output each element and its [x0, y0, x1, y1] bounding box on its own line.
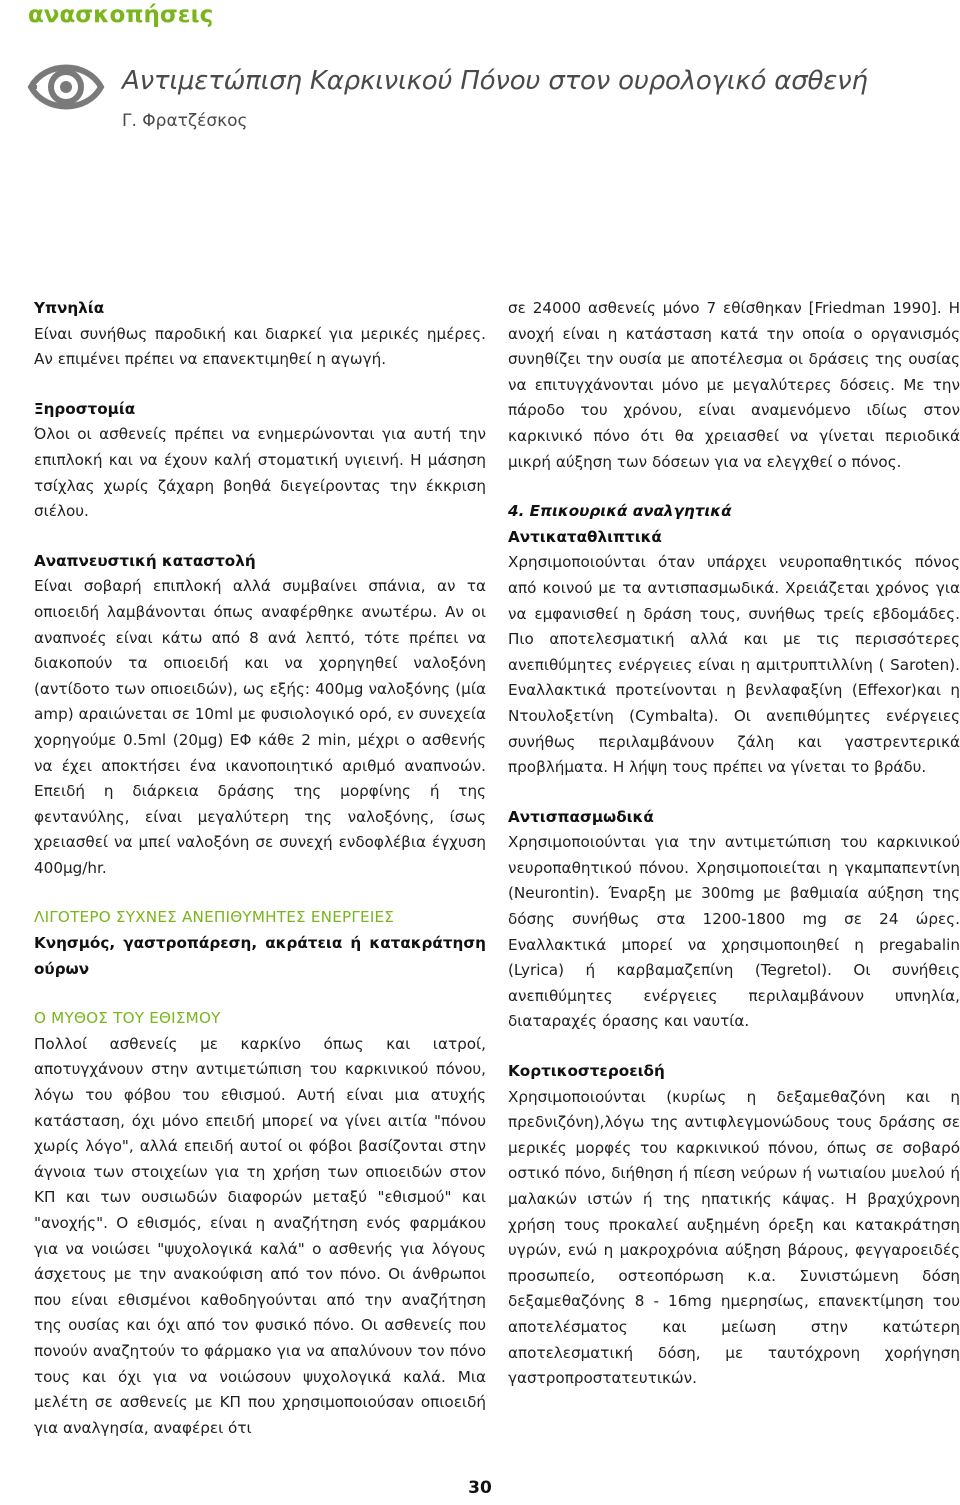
heading-xirostomia: Ξηροστομία [34, 399, 136, 418]
right-column [508, 296, 960, 1392]
article-title: Αντιμετώπιση Καρκινικού Πόνου στον ουρολογικό ασθενή [122, 66, 868, 96]
heading-anticonvulsants: Αντισπασμωδικά [508, 807, 654, 826]
paragraph-ypnilia: Είναι συνήθως παροδική και διαρκεί για μερικές ημέρες. Αν επιμένει πρέπει να επανεκτιμηθεί η αγωγή. [34, 324, 486, 369]
paragraph-anticonvulsants: Χρησιμοποιούνται για την αντιμετώπιση του καρκινικού νευροπαθητικού πόνου. Χρησιμοποιείται η γκαμπαπεντίνη (Neurontin). Έναρξη με 300mg με βαθμιαία αύξηση της δόσης συνήθως στα 1200-1800 mg σε 24 ώρες. Εναλλακτικά μπορεί να χρησιμοποιηθεί η pregabalin (Lyrica) ή καρβαμαζεπίνη (Tegretol). Οι συνήθεις ανεπιθύμητες ενέργειες περιλαμβάνουν υπνηλία, διαταραχές όρασης και ναυτία. [508, 833, 960, 1031]
heading-ypnilia: Υπνηλία [34, 299, 105, 317]
paragraph-corticosteroids: Χρησιμοποιούνται (κυρίως η δεξαμεθαζόνη και η πρεδνιζόνη),λόγω της αντιφλεγμονώδους τους δράσης σε μερικές μορφές του καρκινικού πόνου, όπως σε σοβαρό οστικό πόνο, διήθηση ή πίεση νεύρων ή νωτιαίου μυελού ή μαλακών ιστών ή της ηπατικής κάψας. Η βραχύχρονη χρήση τους προκαλεί αυξημένη όρεξη και κατακράτηση υγρών, ενώ η μακροχρόνια αύξηση βάρους, φεγγαροειδές προσωπείο, οστεοπόρωση κ.α. Συνιστώμενη δόση δεξαμεθαζόνης 8 - 16mg ημερησίως, επανεκτίμηση του αποτελέσματος και μείωση στην κατώτερη αποτελεσματική δόση, με ταυτόχρονη χορήγηση γαστροπροστατευτικών. [508, 1087, 960, 1388]
subheading-less-frequent: Κνησμός, γαστροπάρεση, ακράτεια ή κατακράτηση ούρων [34, 934, 486, 978]
page-number: 30 [468, 1478, 492, 1498]
heading-corticosteroids: Κορτικοστεροειδή [508, 1062, 665, 1081]
heading-addiction-myth: Ο ΜΥΘΟΣ ΤΟΥ ΕΘΙΣΜΟΥ [34, 1009, 221, 1028]
paragraph-xirostomia: Όλοι οι ασθενείς πρέπει να ενημερώνονται για αυτή την επιπλοκή και να έχουν καλή στοματική υγιεινή. Η μάσηση τσίχλας χωρίς ζάχαρη βοηθά διεγείροντας την έκκριση σιέλου. [34, 425, 486, 521]
heading-antidepressants: Αντικαταθλιπτικά [508, 527, 662, 546]
eye-icon [27, 47, 105, 125]
heading-adjuvant-analgesics: 4. Επικουρικά αναλγητικά [508, 502, 732, 521]
heading-respiratory: Αναπνευστική καταστολή [34, 551, 256, 570]
paragraph-respiratory: Είναι σοβαρή επιπλοκή αλλά συμβαίνει σπάνια, αν τα οπιοειδή λαμβάνονται όπως αναφέρθηκε ανωτέρω. Αν οι αναπνοές είναι κάτω από 8 ανά λεπτό, τότε πρέπει να διακοπούν τα οπιοειδή και να χορηγηθεί ναλοξόνη (αντίδοτο των οπιοειδών), ως εξής: 400μg ναλοξόνης (μία amp) αραιώνεται σε 10ml με φυσιολογικό ορό, εν συνεχεία χορηγούμε 0.5ml (20μg) ΕΦ κάθε 2 min, μέχρι ο ασθενής να έχει αποκτήσει ένα ικανοποιητικό αριθμό αναπνοών. Επειδή η διάρκεια δράσης της μορφίνης ή της φεντανύλης, είναι μεγαλύτερη της ναλοξόνης, ίσως χρειασθεί να μπεί ναλοξόνη σε συνεχή ενδοφλέβια έγχυση 400μg/hr. [34, 577, 486, 877]
heading-less-frequent: ΛΙΓΟΤΕΡΟ ΣΥΧΝΕΣ ΑΝΕΠΙΘΥΜΗΤΕΣ ΕΝΕΡΓΕΙΕΣ [34, 908, 395, 927]
paragraph-addiction-myth: Πολλοί ασθενείς με καρκίνο όπως και ιατροί, αποτυγχάνουν στην αντιμετώπιση του καρκινικού πόνου, λόγω του φόβου του εθισμού. Αυτή είναι μια ατυχής κατάσταση, όχι μόνο επειδή μπορεί να γίνει αιτία "πόνου χωρίς λόγο", αλλά επειδή αυτοί οι φόβοι βασίζονται στην άγνοια των στοιχείων για τη χρήση των οπιοειδών στον ΚΠ και των ουσιωδών διαφορών μεταξύ "εθισμού" και "ανοχής". Ο εθισμός, είναι η αναζήτηση ενός φαρμάκου για να νοιώσει "ψυχολογικά καλά" ο ασθενής για λόγους άσχετους με την ανακούφιση από τον πόνο. Οι άνθρωποι που είναι εθισμένοι καθοδηγούνται από την αναζήτηση της ουσίας και όχι από τον φυσικό πόνο. Οι ασθενείς που πονούν αναζητούν το φάρμακο για να απαλύνουν τον πόνο τους και όχι για να νοιώσουν ψυχολογικά καλά. Μια μελέτη σε ασθενείς με ΚΠ που χρησιμοποιούσαν οπιοειδή για αναλγησία, αναφέρει ότι [34, 1034, 486, 1437]
paragraph-tolerance: σε 24000 ασθενείς μόνο 7 εθίσθηκαν [Friedman 1990]. Η ανοχή είναι η κατάσταση κατά την οποία ο οργανισμός συνηθίζει την ουσία με αποτέλεσμα οι δράσεις της ουσίας να επιτυγχάνονται μόνο με μεγαλύτερες δόσεις. Με την πάροδο του χρόνου, είναι αναμενόμενο ιδίως στον καρκινικό πόνο ότι θα χρειασθεί να γίνεται περιοδικά μικρή αύξηση των δόσεων για να ελεγχθεί ο πόνος. [508, 299, 960, 471]
article-author: Γ. Φρατζέσκος [122, 111, 248, 131]
left-column [34, 296, 486, 1441]
paragraph-antidepressants: Χρησιμοποιούνται όταν υπάρχει νευροπαθητικός πόνος από κοινού με τα αντισπασμωδικά. Χρειάζεται χρόνος για να εμφανισθεί η δράση τους, συνήθως τρείς εβδομάδες. Πιο αποτελεσματική αλλά και με τις περισσότερες ανεπιθύμητες ενέργειες είναι η αμιτρυπτιλλίνη ( Saroten). Εναλλακτικά προτείνονται η βενλαφαξίνη (Effexor)και η Ντουλοξετίνη (Cymbalta). Οι ανεπιθύμητες ενέργειες συνήθως περιλαμβάνουν ζάλη και γαστρεντερικά προβλήματα. Η λήψη τους πρέπει να γίνεται το βράδυ. [508, 553, 960, 777]
section-label: ανασκοπήσεις [28, 2, 214, 28]
